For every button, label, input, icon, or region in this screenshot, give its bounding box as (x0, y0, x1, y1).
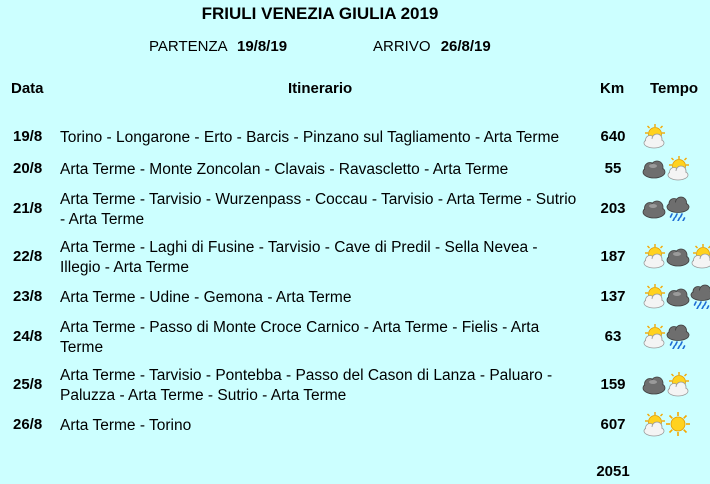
row-km: 607 (600, 416, 626, 433)
row-km: 55 (604, 160, 622, 177)
rain-cloud-icon (665, 323, 691, 349)
row-itinerary: Arta Terme - Laghi di Fusine - Tarvisio - Cave di Predil - Sella Nevea - Illegio - Arta Terme (60, 239, 538, 276)
dark-cloud-icon (665, 283, 691, 309)
row-date: 19/8 (13, 128, 43, 145)
partly-cloudy-icon (641, 243, 667, 269)
row-itinerary: Arta Terme - Monte Zoncolan - Clavais - Ravascletto - Arta Terme (60, 161, 509, 178)
row-itinerary: Arta Terme - Udine - Gemona - Arta Terme (60, 289, 352, 306)
partly-cloudy-icon (641, 283, 667, 309)
partly-cloudy-icon (665, 371, 691, 397)
row-date: 25/8 (13, 376, 43, 393)
row-weather (641, 194, 710, 222)
row-km: 63 (604, 328, 622, 345)
row-date: 24/8 (13, 328, 43, 345)
row-weather (641, 322, 710, 350)
row-date: 21/8 (13, 200, 43, 217)
header-weather: Tempo (650, 80, 699, 97)
departure-label: PARTENZA (149, 38, 227, 55)
row-weather (641, 242, 710, 270)
dark-cloud-icon (641, 371, 667, 397)
departure-date: 19/8/19 (236, 38, 288, 55)
partly-cloudy-icon (641, 411, 667, 437)
row-itinerary: Torino - Longarone - Erto - Barcis - Pinzano sul Tagliamento - Arta Terme (60, 129, 560, 146)
row-date: 26/8 (13, 416, 43, 433)
header-itinerary: Itinerario (288, 80, 353, 97)
arrival (373, 38, 491, 55)
header-km: Km (600, 80, 625, 97)
row-km: 159 (600, 376, 626, 393)
partly-cloudy-icon (665, 155, 691, 181)
total-km: 2051 (596, 463, 630, 480)
dark-cloud-icon (641, 155, 667, 181)
dark-cloud-icon (665, 243, 691, 269)
row-weather (641, 282, 710, 310)
page-title: FRIULI VENEZIA GIULIA 2019 (201, 4, 439, 23)
row-itinerary: Arta Terme - Torino (60, 417, 192, 434)
departure (149, 38, 287, 55)
row-weather (641, 410, 710, 438)
row-date: 23/8 (13, 288, 43, 305)
row-itinerary: Arta Terme - Tarvisio - Wurzenpass - Coccau - Tarvisio - Arta Terme - Sutrio - Arta Terme (60, 191, 577, 228)
partly-cloudy-icon (689, 243, 710, 269)
row-km: 640 (600, 128, 626, 145)
row-itinerary: Arta Terme - Tarvisio - Pontebba - Passo del Cason di Lanza - Paluaro - Paluzza - Arta Terme - Sutrio - Arta Terme (60, 367, 553, 404)
row-weather (641, 370, 710, 398)
row-km: 137 (600, 288, 626, 305)
row-itinerary: Arta Terme - Passo di Monte Croce Carnico - Arta Terme - Fielis - Arta Terme (60, 319, 540, 356)
row-weather (641, 154, 710, 182)
rain-cloud-icon (665, 195, 691, 221)
sun-icon (665, 411, 691, 437)
row-km: 203 (600, 200, 626, 217)
rain-cloud-icon (689, 283, 710, 309)
arrival-label: ARRIVO (373, 38, 431, 55)
partly-cloudy-icon (641, 323, 667, 349)
row-date: 22/8 (13, 248, 43, 265)
row-km: 187 (600, 248, 626, 265)
partly-cloudy-icon (641, 123, 667, 149)
row-weather (641, 122, 710, 150)
arrival-date: 26/8/19 (440, 38, 491, 55)
dark-cloud-icon (641, 195, 667, 221)
row-date: 20/8 (13, 160, 43, 177)
header-date: Data (11, 80, 44, 97)
